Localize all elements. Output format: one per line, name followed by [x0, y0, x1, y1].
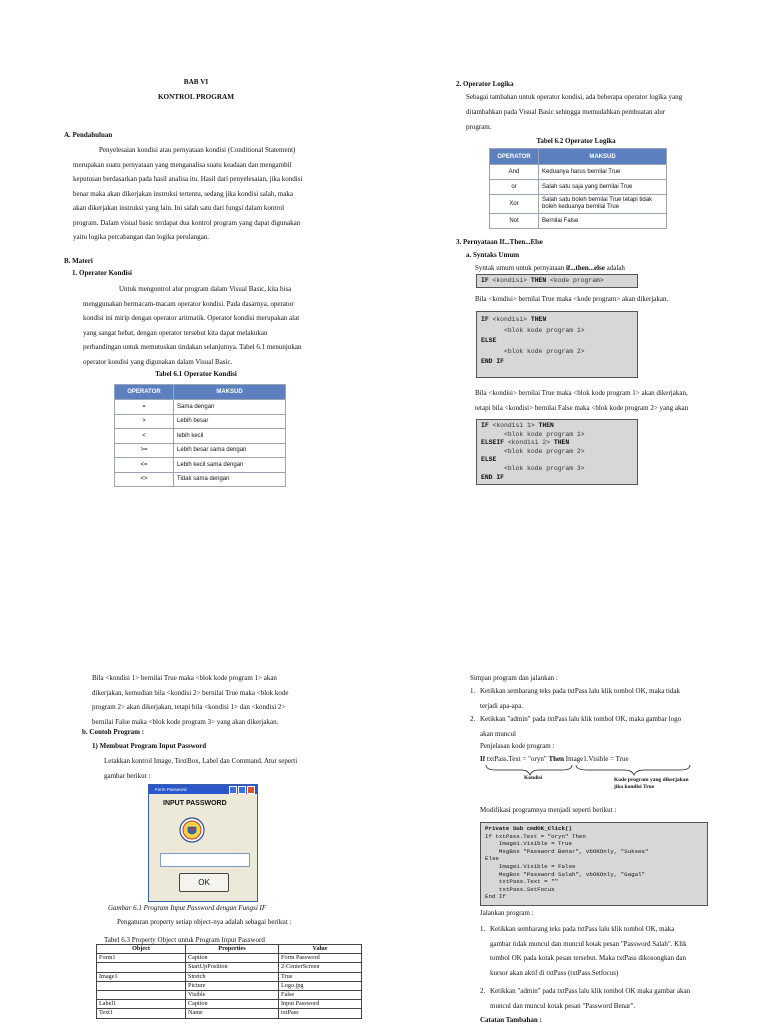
table-header: Object: [97, 945, 186, 954]
chapter-title: KONTROL PROGRAM: [157, 93, 235, 101]
ok-button[interactable]: OK: [179, 873, 229, 892]
table-header: Value: [279, 945, 362, 954]
table-row: <> Tidak sama dengan: [115, 472, 286, 487]
continuation-paragraph: Bila <kondisi 1> bernilai True maka <blok kode program 1> akan dikerjakan, kemudian bila <kondisi 2> bernilai True maka <blok kode program 2> akan dikerjakan, tetapi bila <kondisi 1> dan <kondisi 2> bernilai False maka <blok kode program 3> yang akan dikerjakan.: [92, 674, 289, 726]
table-row: >= Lebih besar sama dengan: [115, 443, 286, 458]
run-intro: Simpan program dan jalankan :: [470, 674, 558, 682]
table-row: < lebih kecil: [115, 429, 286, 444]
table-row: or Salah satu saja yang bernilai True: [490, 180, 667, 195]
page-91: [384, 0, 768, 512]
modification-heading: Modifikasi programnya menjadi seperti berikut :: [480, 806, 617, 814]
section-heading-b: B. Materi: [64, 257, 93, 265]
figure-6-1-caption: Gambar 6.1 Program Input Password dengan Fungsi IF: [108, 904, 267, 912]
table-header: OPERATOR: [115, 385, 174, 400]
list-item: 1. Ketikkan sembarang teks pada txtPass lalu klik tombol OK, maka gambar tidak muncul dan muncul kotak pesan "Password Salah". Klik tombol OK pada kotak pesan tersebut. Maka txtPass dikosongkan dan kursor akan aktif di txtPass (txtPass.Setfocus): [480, 925, 687, 977]
section-heading-3: 3. Pernyataan If...Then...Else: [456, 238, 543, 246]
table-header: MAKSUD: [539, 149, 667, 165]
table-row: = Sama dengan: [115, 400, 286, 415]
subsection-heading-1: 1. Operator Kondisi: [72, 269, 132, 277]
maximize-icon[interactable]: [238, 786, 246, 794]
window-titlebar: Form Password: [149, 785, 257, 794]
page-92: [0, 512, 384, 1024]
subsection-1-paragraph: Untuk mengontrol alur program dalam Visual Basic, kita bisa menggunakan bermacam-macam operator kondisi. Pada dasarnya, operator kondisi ini mirip dengan operator aritmatik. Operator kondisi merupakan alat yang sangat hebat, dengan operator tersebut kita dapat melakukan perbandingan untuk memutuskan tindakan selanjutnya. Tabel 6.1 menunjukan operator kondisi yang digunakan dalam Visual Basic.: [83, 285, 302, 366]
table-header: MAKSUD: [174, 385, 286, 400]
list-item: 2. Ketikkan "admin" pada txtPass lalu klik tombol OK, maka gambar logo akan muncul: [470, 715, 682, 738]
table-header: Properties: [186, 945, 279, 954]
code-block-elseif: IF <kondisi 1> THEN <blok kode program 1> ELSEIF <kondisi 2> THEN <blok kode program 2> ELSE <blok kode program 3> END IF: [476, 419, 638, 485]
table-6-1-caption: Tabel 6.1 Operator Kondisi: [155, 370, 237, 378]
brace-label-kode: Kode program yang dikerjakan jika kondisi True: [614, 777, 689, 790]
form-password-window: [148, 784, 258, 902]
table-6-2: [489, 148, 667, 229]
code-block-if-else: IF <kondisi> THEN <blok kode program 1> ELSE <blok kode program 2> END IF: [476, 311, 638, 378]
table-row: Visible False: [97, 990, 362, 999]
syntax-intro: Syntak umum untuk pernyataan if...then...else adalah: [475, 264, 625, 272]
table-row: And Keduanya harus bernilai True: [490, 165, 667, 180]
table-row: Form1 Caption Form Password: [97, 954, 362, 963]
table-row: > Lebih besar: [115, 414, 286, 429]
code-block-cmdok: Private Sub cmdOK_Click() If txtPass.Text = "oryn" Then Image1.Visible = True MsgBox "Password Benar", vbOKOnly, "Sukses" Else Image1.Visible = False MsgBox "Password Salah", vbOKOnly, "Gagal" txtPass.Text = "" txtPass.SetFocus End If: [480, 822, 708, 906]
code-inline-example: If txtPass.Text = "oryn" Then Image1.Visible = True: [480, 755, 629, 763]
password-textbox[interactable]: [160, 853, 250, 867]
section-heading-a: A. Pendahuluan: [64, 131, 113, 139]
list-item: 1. Ketikkan sembarang teks pada txtPass lalu klik tombol OK, maka tidak terjadi apa-apa.: [470, 687, 681, 710]
table-6-3-caption: Tabel 6.3 Property Object untuk Program Input Password: [104, 936, 265, 944]
table-6-1: [114, 384, 286, 487]
code-explanation-heading: Penjelasan kode program :: [480, 742, 555, 750]
table-row: Xor Salah satu boleh bernilai True tetapi tidak boleh keduanya bernilai True: [490, 195, 667, 214]
page-93: [384, 512, 768, 1024]
explanation-2: Bila <kondisi> bernilai True maka <blok kode program 1> akan dikerjakan, tetapi bila <kondisi> bernilai False maka <blok kode program 2> yang akan: [475, 389, 689, 412]
table-row: <= Lebih kecil sama dengan: [115, 458, 286, 473]
run-heading: Jalankan program :: [480, 909, 534, 917]
section-heading-2: 2. Operator Logika: [456, 80, 514, 88]
chapter-number: BAB VI: [183, 78, 209, 86]
logo-icon: [179, 817, 205, 843]
table-row: Picture Logo.jpg: [97, 981, 362, 990]
section-2-paragraph: Sebagai tambahan untuk operator kondisi, ada beberapa operator logika yang ditambahkan pada Visual Basic sehingga memudahkan pembuatan alur program.: [466, 93, 683, 131]
list-item: 2. Ketikkan "admin" pada txtPass lalu klik tombol OK maka gambar akan muncul dan muncul kotak pesan "Password Benar".: [480, 987, 691, 1010]
table-row: StartUpPosition 2-CenterScreen: [97, 963, 362, 972]
table-row: Not Bernilai False: [490, 214, 667, 229]
table-header: OPERATOR: [490, 149, 539, 165]
subsection-heading-b: b. Contoh Program :: [82, 728, 145, 736]
table-6-2-caption: Tabel 6.2 Operator Logika: [536, 137, 616, 145]
page-90: [0, 0, 384, 512]
example-heading-1: 1) Membuat Program Input Password: [92, 742, 207, 750]
code-block-syntax: IF <kondisi> THEN <kode program>: [476, 274, 638, 288]
explanation-1: Bila <kondisi> bernilai True maka <kode program> akan dikerjakan.: [475, 295, 669, 303]
table-6-3: [96, 944, 362, 1019]
table-row: Label1 Caption Input Password: [97, 1000, 362, 1009]
example-1-paragraph: Letakkan kontrol Image, TextBox, Label dan Command. Atur seperti gambar berikut :: [104, 757, 298, 780]
section-a-paragraph: Penyelesaian kondisi atau pernyataan kondisi (Conditional Statement) merupakan suatu pernyataan yang menganalisa suatu keadaan dan mengambil keputusan berdasarkan pada hasil analisa itu. Hasil dari penyelesaian, jika kondisi benar maka akan dikerjakan instruksi tertentu, sedang jika kondisi salah, maka akan dikerjakan instruksi yang lain. Ini salah satu dari fungsi dalam kontrol program. Dalam visual basic terdapat dua kontrol program yang dapat digunakan yaitu logika percabangan dan logika perulangan.: [73, 146, 303, 241]
table-row: Image1 Stretch True: [97, 972, 362, 981]
brace-label-kondisi: Kondisi: [524, 775, 543, 781]
input-password-label: INPUT PASSWORD: [163, 800, 227, 807]
annotation-braces: [484, 763, 704, 777]
minimize-icon[interactable]: [229, 786, 237, 794]
close-icon[interactable]: [247, 786, 255, 794]
property-setting-line: Pengaturan property setiap object-nya adalah sebagai berikut :: [117, 918, 292, 926]
additional-notes-heading: Catatan Tambahan :: [480, 1016, 542, 1024]
table-row: Text1 Name txtPass: [97, 1009, 362, 1018]
subsection-heading-a: a. Syntaks Umum: [466, 251, 520, 259]
